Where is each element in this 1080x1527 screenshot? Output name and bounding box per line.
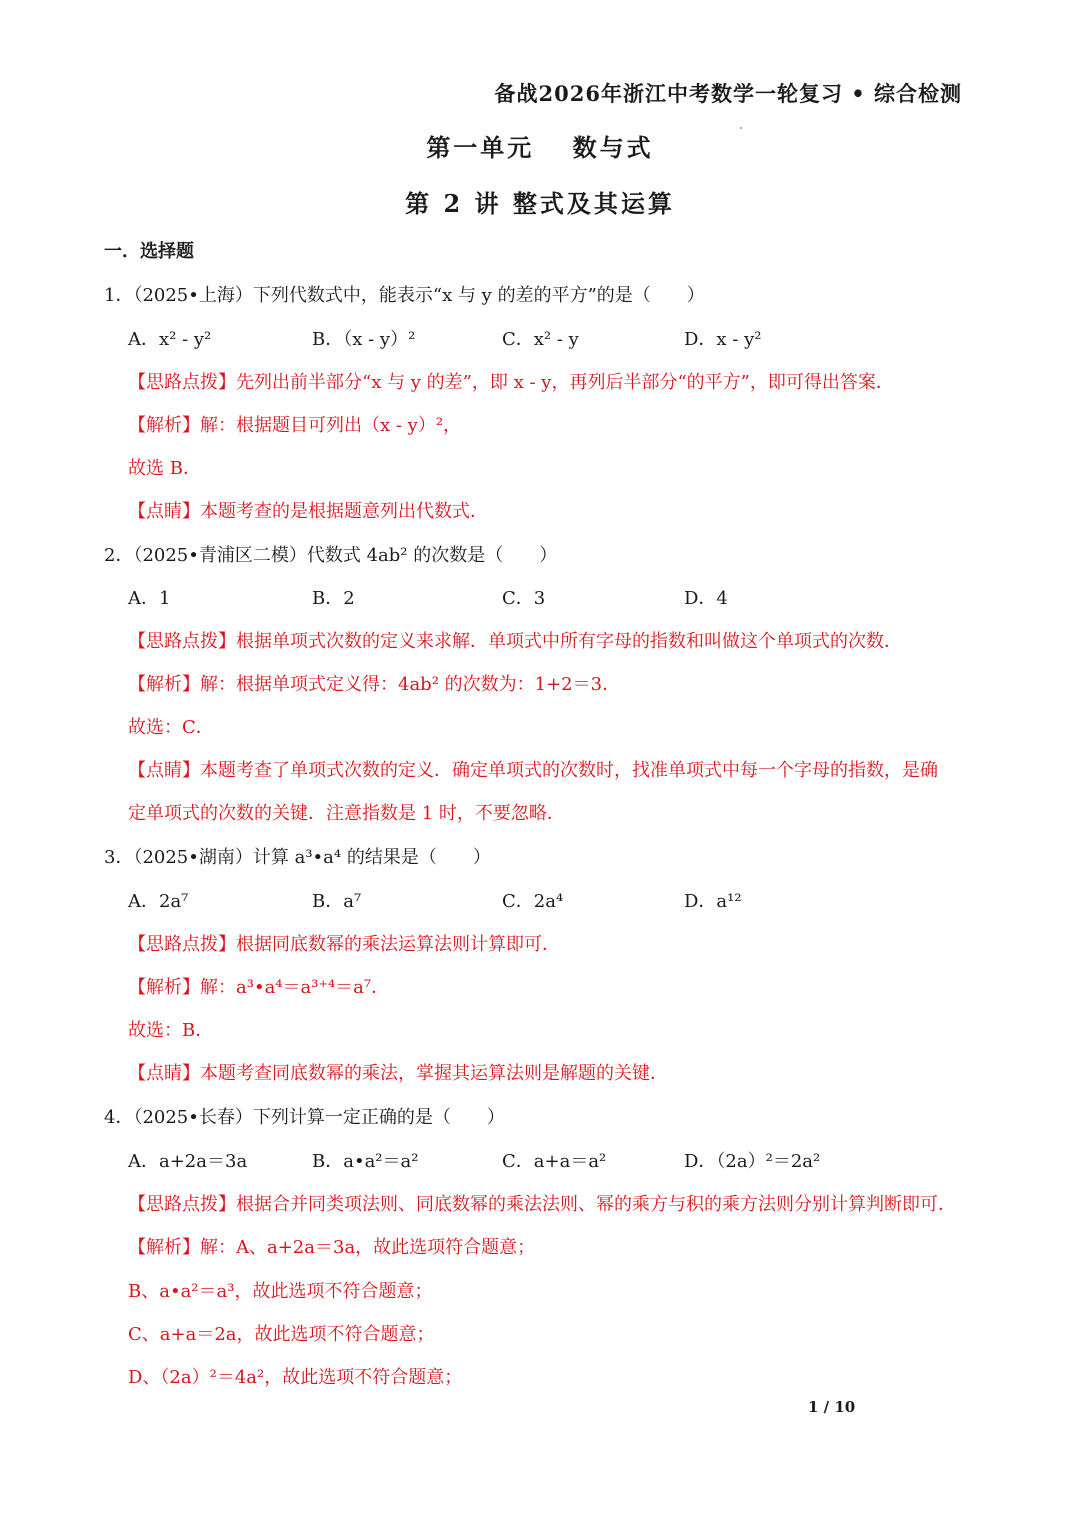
q3-option-a: A．2a⁷: [128, 891, 189, 912]
q2-option-a: A．1: [128, 588, 171, 609]
lecture-title: 第 2 讲 整式及其运算: [405, 189, 675, 218]
q3-option-b: B．a⁷: [312, 891, 362, 912]
q2-option-b: B．2: [312, 588, 355, 609]
q1-stem: 1．（2025•上海）下列代数式中，能表示“x 与 y 的差的平方”的是（ ）: [104, 285, 705, 306]
q4-option-d: D．（2a）²＝2a²: [684, 1151, 821, 1172]
q1-option-b: B．（x - y）²: [312, 329, 416, 350]
q4-analysis-b: B、a•a²＝a³，故此选项不符合题意；: [128, 1281, 433, 1302]
q4-option-a: A．a+2a＝3a: [128, 1151, 248, 1172]
q2-choice: 故选：C．: [128, 717, 214, 738]
q1-option-a: A．x² - y²: [128, 329, 212, 350]
q4-stem: 4．（2025•长春）下列计算一定正确的是（ ）: [104, 1107, 505, 1128]
unit-title: 第一单元 数与式: [426, 133, 654, 162]
q1-analysis: 【解析】解：根据题目可列出（x - y）²，: [128, 415, 462, 436]
q2-comment-line1: 【点睛】本题考查了单项式次数的定义．确定单项式的次数时，找准单项式中每一个字母的指数，是确: [128, 760, 938, 781]
q3-stem: 3．（2025•湖南）计算 a³•a⁴ 的结果是（ ）: [104, 847, 491, 868]
q1-hint: 【思路点拨】先列出前半部分“x 与 y 的差”，即 x - y，再列后半部分“的平方”，即可得出答案．: [128, 372, 894, 393]
q2-option-c: C．3: [502, 588, 546, 609]
q3-option-d: D．a¹²: [684, 891, 742, 912]
q2-option-d: D．4: [684, 588, 728, 609]
q3-option-c: C．2a⁴: [502, 891, 564, 912]
q4-analysis-c: C、a+a＝2a，故此选项不符合题意；: [128, 1324, 435, 1345]
q1-choice: 故选 B．: [128, 458, 201, 479]
q1-comment: 【点睛】本题考查的是根据题意列出代数式．: [128, 501, 488, 522]
q2-hint: 【思路点拨】根据单项式次数的定义来求解．单项式中所有字母的指数和叫做这个单项式的次数．: [128, 631, 902, 652]
q3-hint: 【思路点拨】根据同底数幂的乘法运算法则计算即可．: [128, 934, 560, 955]
q2-analysis: 【解析】解：根据单项式定义得：4ab² 的次数为：1+2＝3．: [128, 674, 621, 695]
q4-analysis: 【解析】解：A、a+2a＝3a，故此选项符合题意；: [128, 1237, 536, 1258]
page-number: 1 / 10: [808, 1398, 856, 1416]
q3-choice: 故选：B．: [128, 1020, 214, 1041]
q2-stem: 2．（2025•青浦区二模）代数式 4ab² 的次数是（ ）: [104, 545, 558, 566]
section-heading: 一．选择题: [104, 241, 194, 262]
q1-option-c: C．x² - y: [502, 329, 579, 350]
q4-hint: 【思路点拨】根据合并同类项法则、同底数幂的乘法法则、幂的乘方与积的乘方法则分别计算判断即可．: [128, 1194, 956, 1215]
q3-comment: 【点睛】本题考查同底数幂的乘法，掌握其运算法则是解题的关键．: [128, 1063, 668, 1084]
q4-option-c: C．a+a＝a²: [502, 1151, 607, 1172]
q1-option-d: D．x - y²: [684, 329, 762, 350]
q2-comment-line2: 定单项式的次数的关键．注意指数是 1 时，不要忽略．: [128, 803, 565, 824]
q4-option-b: B．a•a²＝a²: [312, 1151, 419, 1172]
page-header: 备战2026年浙江中考数学一轮复习 • 综合检测: [494, 81, 962, 106]
q3-analysis: 【解析】解：a³•a⁴＝a³⁺⁴＝a⁷．: [128, 977, 390, 998]
q4-analysis-d: D、（2a）²＝4a²，故此选项不符合题意；: [128, 1367, 463, 1388]
